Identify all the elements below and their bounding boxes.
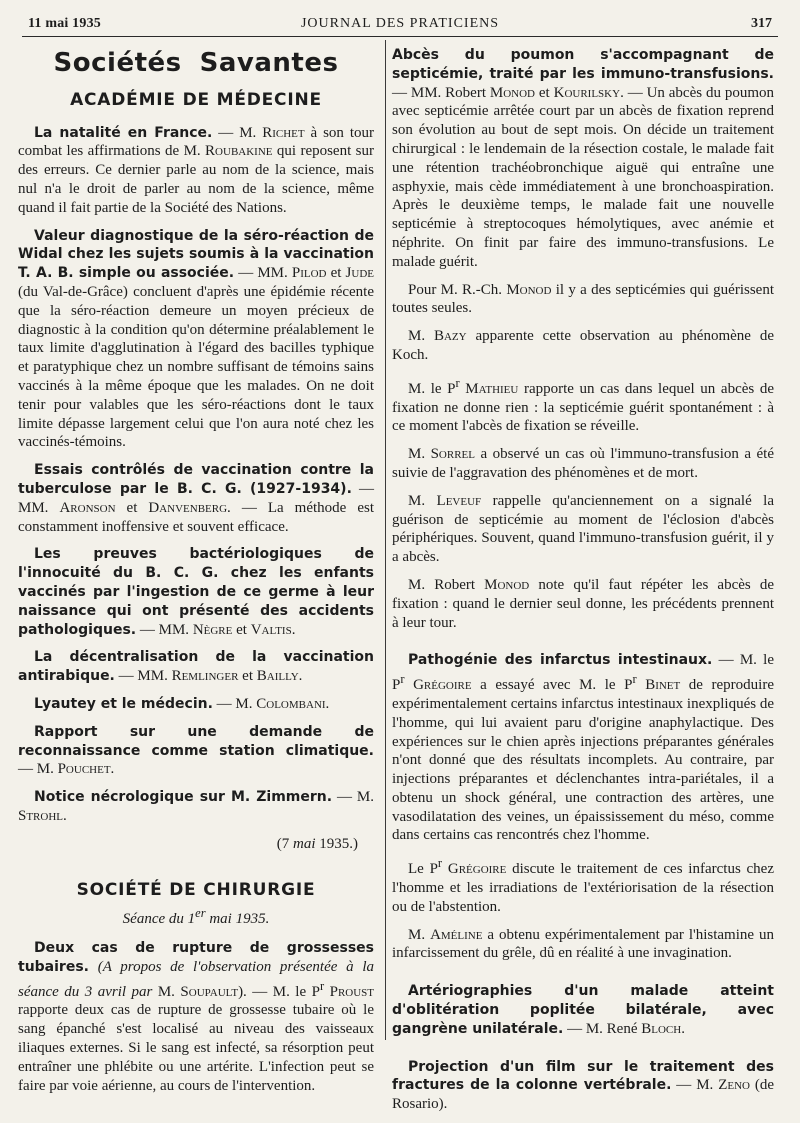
text: r xyxy=(437,856,443,871)
author-name: Valtis xyxy=(250,621,292,638)
text: rapporte un cas dans lequel un abcès de fixation ne donne rien : la septicémie guérit spontanément : à ce moment l'abcès de fixation se réveille. xyxy=(392,380,774,435)
text: mai xyxy=(293,835,316,852)
author-name: Pilod xyxy=(291,265,327,282)
author-name: Binet xyxy=(645,677,681,694)
text: rappelle qu'anciennement on a signalé la guérison de septicémie au moment de l'éclosion d'abcès périphériques. Souvent, quand l'immuno-transfusion guérit, il y a abcès. xyxy=(392,492,774,566)
text: apparente cette observation au phénomène de Koch. xyxy=(392,328,774,363)
text: qui reposent sur des erreurs. Ce dernier parle au nom de la science, mais nul n'a le droit de parler au nom de la science, même quand il fait partie de la Société des Nations. xyxy=(18,143,374,216)
author-name: Bazy xyxy=(433,328,467,345)
report-title: La natalité en France. xyxy=(34,124,213,141)
report-bcg-essais xyxy=(18,461,374,536)
text: — MM. xyxy=(234,265,292,282)
author-name: Proust xyxy=(329,983,375,1000)
section-title-word1: Sociétés xyxy=(53,48,182,78)
author-name: Aronson xyxy=(59,499,116,516)
report-title: Abcès du poumon s'accompagnant de septicémie, traité par les immuno-transfusions. xyxy=(392,47,774,82)
author-name: Colombani xyxy=(256,695,326,712)
author-name: Mathieu xyxy=(465,380,519,397)
text: Séance du 1 xyxy=(122,911,196,928)
text: M. xyxy=(408,926,431,943)
report-film-fractures xyxy=(392,1058,774,1114)
text: r xyxy=(455,375,460,390)
journal-title: JOURNAL DES PRATICIENS xyxy=(300,16,500,31)
text: — M. xyxy=(671,1077,719,1094)
text: . — La méthode est constamment inoffensive et souvent efficace. xyxy=(18,499,374,535)
report-abces-poumon xyxy=(392,46,774,272)
running-header xyxy=(28,14,772,36)
text: M. le P xyxy=(408,380,456,397)
report-title: Projection d'un film sur le traitement des fractures de la colonne vertébrale. xyxy=(392,1058,774,1094)
text: à son tour combat les affirmations de M. xyxy=(18,124,374,160)
text: — M. xyxy=(18,761,58,778)
report-title: Essais contrôlés de vaccination contre la tuberculose par le B. C. G. (1927-1934). xyxy=(18,462,374,497)
report-bcg-preuves xyxy=(18,545,374,639)
author-name: Bailly xyxy=(256,668,299,685)
discussion-paragraph xyxy=(392,281,774,319)
report-title: Notice nécrologique sur M. Zimmern. xyxy=(34,789,333,806)
text xyxy=(637,677,646,693)
discussion-paragraph xyxy=(392,576,774,632)
text: et xyxy=(535,84,554,101)
text: . — Un abcès du poumon avec septicémie arrêtée court par un abcès de fixation reprend son évolution au bout de sept mois. On décide un traitement chirurgical : le lendemain de la résection costale, le malade fait une rétention trachéobronchique aiguë qui entraîne une asphyxie, mais cède immédiatement à une bronchoaspiration. Après le deuxième temps, le malade fait une nouvelle septicémie à streptocoques hémolytiques, avec anémie et néphrite. On finit par faire des immuno-transfusions. Le malade guérit. xyxy=(392,84,775,270)
report-lyautey xyxy=(18,695,374,714)
report-natalite xyxy=(18,124,374,218)
academie-heading: ACADÉMIE DE MÉDECINE xyxy=(70,89,322,110)
text: r xyxy=(319,978,325,993)
text: — M. xyxy=(332,789,374,806)
right-column xyxy=(392,46,774,1123)
report-title: Valeur diagnostique de la séro-réaction de Widal chez les sujets soumis à la vaccination T. A. B. simple ou associée. xyxy=(18,227,374,282)
report-widal xyxy=(18,227,374,453)
text: a essayé avec M. le P xyxy=(471,677,633,694)
text: discute le traitement de ces infarctus chez l'homme et les irradiations de l'extériorisation de la résection ou de l'abstention. xyxy=(392,861,775,915)
text: rapporte deux cas de rupture de grossesse tubaire où le sang épanché s'est localisé au niveau des vaisseaux iliaques externes. Si le sang est infecté, sa résorption peut entraîner une phlébite ou une artérite. L'infection peut se faire par voie aérienne, au cours de l'intervention. xyxy=(18,1002,374,1094)
author-name: Nègre xyxy=(192,621,233,638)
text: et xyxy=(238,668,257,685)
text: — M. xyxy=(212,124,263,141)
text: — M. le P xyxy=(392,652,774,694)
text: . xyxy=(325,695,330,712)
spacer xyxy=(392,972,774,982)
discussion-paragraph xyxy=(392,854,774,916)
text: (7 xyxy=(276,835,293,852)
report-arteriographies xyxy=(392,982,774,1038)
author-name: Zeno xyxy=(718,1077,750,1094)
column-divider xyxy=(385,40,386,1040)
seance-date xyxy=(18,904,374,929)
text: mai 1935. xyxy=(205,911,270,928)
text: M. xyxy=(408,328,434,345)
text: — MM. xyxy=(114,668,172,685)
author-name: Améline xyxy=(430,926,483,943)
text: (de Rosario). xyxy=(392,1077,775,1113)
text: — M. René xyxy=(563,1020,642,1037)
author-name: Grégoire xyxy=(447,861,507,878)
author-name: Soupault xyxy=(180,983,239,1000)
report-title: Deux cas de rupture de grossesses tubaires. xyxy=(18,940,374,975)
author-name: Monod xyxy=(489,84,536,101)
report-grossesses-tubaires xyxy=(18,939,374,1095)
author-name: Pouchet xyxy=(57,761,111,778)
text: . xyxy=(291,621,296,638)
spacer xyxy=(392,641,774,651)
report-title: La décentralisation de la vaccination antirabique. xyxy=(18,649,374,685)
author-name: Leveuf xyxy=(436,492,482,509)
text: M. xyxy=(408,492,437,509)
author-name: Monod xyxy=(506,281,552,298)
text: Le P xyxy=(408,861,438,878)
text: et xyxy=(326,265,346,282)
report-station-climatique xyxy=(18,723,374,779)
header-rule xyxy=(22,36,778,37)
discussion-paragraph xyxy=(392,926,774,964)
report-title: Rapport sur une demande de reconnaissance comme station climatique. xyxy=(18,723,374,759)
text: a obtenu expérimentalement par l'histamine un infarcissement du grêle, dû en réalité à une invagination. xyxy=(392,926,775,962)
text: de reproduire expérimentalement certains infarctus intestinaux inexpliqués de l'homme, qui lui avaient paru d'origine anaphylactique. Des expériences sur le chien après injections préparantes générales n'ont donné que des résultats incomplets. Au contraire, par injections préparantes et déclenchantes intra-pariétales, il a obtenu un shock général, une contraction des artères, une vasodilatation des veines, un épaississement du méso, comme dans certains cas rencontrés chez l'homme. xyxy=(392,677,774,844)
text: r xyxy=(632,672,637,687)
text: r xyxy=(400,672,405,687)
text: . xyxy=(63,807,67,824)
section-title-word2: Savantes xyxy=(199,48,339,78)
session-date xyxy=(18,835,358,854)
text: . xyxy=(681,1020,685,1037)
text: Pour M. R.-Ch. xyxy=(408,281,507,298)
text: — M. xyxy=(212,695,257,712)
report-notice-zimmern xyxy=(18,788,374,826)
report-antirabique xyxy=(18,648,374,686)
text: 1935.) xyxy=(315,835,358,852)
author-name: Roubakine xyxy=(205,143,273,160)
page-number: 317 xyxy=(751,16,772,31)
author-name: Grégoire xyxy=(413,677,472,694)
text: et xyxy=(115,499,149,516)
report-title: Lyautey et le médecin. xyxy=(34,695,213,712)
author-name: Richet xyxy=(262,124,305,141)
text: . xyxy=(298,668,303,685)
discussion-paragraph xyxy=(392,445,774,483)
text: (du Val-de-Grâce) concluent d'après une épidémie récente que la séro-réaction demeure un moyen précieux de diagnostic à la condition qu'on détermine préalablement le taux limite d'agglutination à l'égard des bacilles typhique et paratyphique chez un nombre suffisant de témoins sains vaccinés à la même époque que les malades. On ne doit tenir pour valables que les séro-réactions dont le taux limite dépasse largement celui que l'on aura noté chez les vaccinés-témoins. xyxy=(18,283,374,451)
author-name: Monod xyxy=(484,576,530,593)
text: et xyxy=(232,621,251,638)
author-name: Jude xyxy=(345,265,374,282)
author-name: Bloch xyxy=(641,1020,682,1037)
report-title: Pathogénie des infarctus intestinaux. xyxy=(408,652,713,669)
author-name: Strohl xyxy=(18,807,64,824)
text: M. Robert xyxy=(408,576,485,593)
text: a observé un cas où l'immuno-transfusion a été suivie de l'aggravation des phénomènes et de mort. xyxy=(392,446,774,481)
text: er xyxy=(195,906,206,921)
author-name: Kourilsky xyxy=(553,84,621,101)
text: (A propos de l'observation présentée à la séance du 3 avril par xyxy=(18,958,374,1000)
text: — MM. xyxy=(18,480,375,516)
text: M. xyxy=(408,446,431,463)
discussion-paragraph xyxy=(392,492,774,567)
discussion-paragraph xyxy=(392,327,774,365)
text: . xyxy=(110,761,115,778)
left-column xyxy=(18,46,374,1104)
section-title xyxy=(18,48,374,78)
text: — MM. Robert xyxy=(392,84,490,101)
author-name: Danvenberg xyxy=(148,499,228,516)
text: M. xyxy=(152,983,181,1000)
text: — MM. xyxy=(136,621,193,638)
discussion-paragraph xyxy=(392,374,774,436)
chirurgie-heading: SOCIÉTÉ DE CHIRURGIE xyxy=(76,880,316,901)
report-title: Les preuves bactériologiques de l'innocuité du B. C. G. chez les enfants vaccinés par l'ingestion de ce germe à leur naissance qui ont présenté des accidents pathologiques. xyxy=(18,546,374,638)
spacer xyxy=(392,1048,774,1058)
text xyxy=(405,677,414,693)
author-name: Remlinger xyxy=(171,668,239,685)
author-name: Sorrel xyxy=(430,446,475,463)
issue-date: 11 mai 1935 xyxy=(28,16,101,31)
text: il y a des septicémies qui guérissent toutes seules. xyxy=(392,281,774,317)
report-title: Artériographies d'un malade atteint d'oblitération poplitée bilatérale, avec gangrène unilatérale. xyxy=(392,983,774,1037)
text: note qu'il faut répéter les abcès de fixation : quand le dernier seul donne, les précédents prennent à leur tour. xyxy=(392,576,774,631)
text: ). — M. le P xyxy=(238,983,320,1000)
report-infarctus xyxy=(392,651,774,845)
